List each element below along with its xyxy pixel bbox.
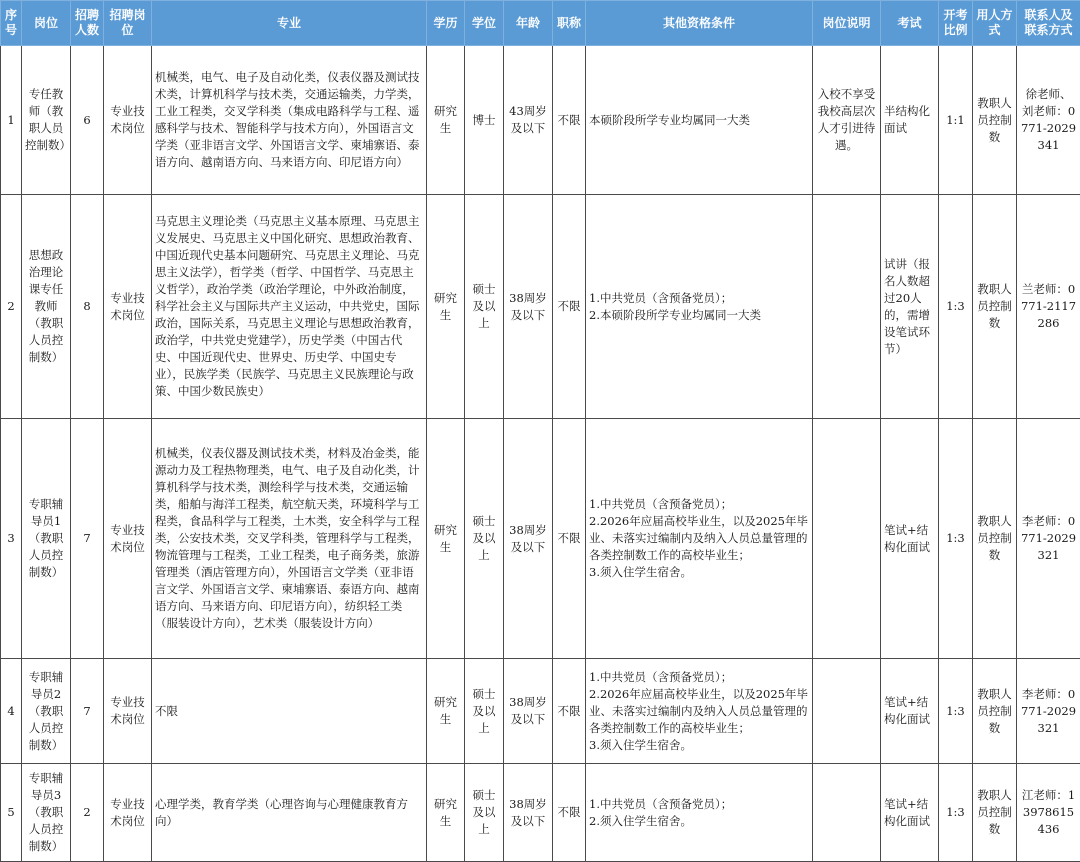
cell-employ: 教职人员控制数 — [973, 195, 1017, 419]
cell-ratio: 1:3 — [939, 195, 973, 419]
header-degree: 学位 — [465, 1, 504, 46]
cell-contact: 兰老师：0771-2117286 — [1017, 195, 1080, 419]
cell-category: 专业技术岗位 — [104, 195, 152, 419]
cell-education: 研究生 — [427, 46, 465, 195]
cell-post: 思想政治理论课专任教师（教职人员控制数） — [22, 195, 71, 419]
table-row — [1, 659, 1080, 764]
cell-education: 研究生 — [427, 419, 465, 659]
cell-desc — [813, 659, 881, 764]
header-education: 学历 — [427, 1, 465, 46]
cell-degree: 硕士及以上 — [465, 659, 504, 764]
cell-count: 7 — [71, 659, 104, 764]
cell-category: 专业技术岗位 — [104, 659, 152, 764]
cell-seq: 4 — [1, 659, 22, 764]
cell-employ: 教职人员控制数 — [973, 46, 1017, 195]
cell-post: 专职辅导员3（教职人员控制数） — [22, 764, 71, 862]
cell-ratio: 1:3 — [939, 419, 973, 659]
cell-other: 本硕阶段所学专业均属同一大类 — [586, 46, 813, 195]
cell-major: 不限 — [152, 659, 427, 764]
cell-title: 不限 — [553, 764, 586, 862]
cell-age: 38周岁及以下 — [504, 659, 553, 764]
cell-major: 机械类，电气、电子及自动化类，仪表仪器及测试技术类，计算机科学与技术类，交通运输类，力学类，工业工程类，交叉学科类（集成电路科学与工程、遥感科学与技术、智能科学与技术方向），外国语言文学类（亚非语言文学、外国语言文学、柬埔寨语、泰语方向、越南语方向、马来语方向、印尼语方向） — [152, 46, 427, 195]
table-row — [1, 195, 1080, 419]
cell-title: 不限 — [553, 659, 586, 764]
header-exam: 考试 — [881, 1, 939, 46]
cell-other: 1.中共党员（含预备党员）； 2.须入住学生宿舍。 — [586, 764, 813, 862]
header-post: 岗位 — [22, 1, 71, 46]
cell-age: 38周岁及以下 — [504, 764, 553, 862]
cell-ratio: 1:1 — [939, 46, 973, 195]
cell-ratio: 1:3 — [939, 659, 973, 764]
cell-education: 研究生 — [427, 659, 465, 764]
cell-desc: 入校不享受我校高层次人才引进待遇。 — [813, 46, 881, 195]
cell-employ: 教职人员控制数 — [973, 659, 1017, 764]
cell-contact: 徐老师、刘老师：0771-2029341 — [1017, 46, 1080, 195]
cell-category: 专业技术岗位 — [104, 764, 152, 862]
cell-category: 专业技术岗位 — [104, 419, 152, 659]
header-row — [1, 1, 1080, 46]
cell-desc — [813, 764, 881, 862]
cell-seq: 3 — [1, 419, 22, 659]
header-other: 其他资格条件 — [586, 1, 813, 46]
cell-contact: 李老师：0771-2029321 — [1017, 419, 1080, 659]
cell-exam: 笔试+结构化面试 — [881, 659, 939, 764]
table-row — [1, 46, 1080, 195]
cell-exam: 半结构化面试 — [881, 46, 939, 195]
table-row — [1, 764, 1080, 862]
cell-exam: 笔试+结构化面试 — [881, 764, 939, 862]
cell-count: 7 — [71, 419, 104, 659]
header-ratio: 开考比例 — [939, 1, 973, 46]
cell-employ: 教职人员控制数 — [973, 764, 1017, 862]
table-row — [1, 419, 1080, 659]
cell-count: 8 — [71, 195, 104, 419]
cell-desc — [813, 195, 881, 419]
cell-seq: 2 — [1, 195, 22, 419]
header-desc: 岗位说明 — [813, 1, 881, 46]
header-category: 招聘岗位 — [104, 1, 152, 46]
cell-contact: 江老师：13978615436 — [1017, 764, 1080, 862]
cell-age: 43周岁及以下 — [504, 46, 553, 195]
cell-degree: 博士 — [465, 46, 504, 195]
cell-other: 1.中共党员（含预备党员）； 2.2026年应届高校毕业生，以及2025年毕业、未落实过编制内及纳入人员总量管理的各类控制数工作的高校毕业生； 3.须入住学生宿舍。 — [586, 659, 813, 764]
cell-seq: 5 — [1, 764, 22, 862]
cell-title: 不限 — [553, 195, 586, 419]
header-contact: 联系人及联系方式 — [1017, 1, 1080, 46]
cell-major: 心理学类，教育学类（心理咨询与心理健康教育方向） — [152, 764, 427, 862]
cell-post: 专职辅导员1（教职人员控制数） — [22, 419, 71, 659]
cell-major: 马克思主义理论类（马克思主义基本原理、马克思主义发展史、马克思主义中国化研究、思想政治教育、中国近现代史基本问题研究、马克思主义理论、马克思主义法学），哲学类（哲学、中国哲学、马克思主义哲学），政治学类（政治学理论，中外政治制度，科学社会主义与国际共产主义运动，中共党史，国际政治，国际关系，马克思主义理论与思想政治教育，政治学，中共党史党建学），历史学类（中国古代史、中国近现代史、世界史、历史学、中国史专业），民族学类（民族学、马克思主义民族理论与政策、中国少数民族史） — [152, 195, 427, 419]
cell-other: 1.中共党员（含预备党员）； 2.2026年应届高校毕业生，以及2025年毕业、未落实过编制内及纳入人员总量管理的各类控制数工作的高校毕业生； 3.须入住学生宿舍。 — [586, 419, 813, 659]
cell-contact: 李老师：0771-2029321 — [1017, 659, 1080, 764]
cell-title: 不限 — [553, 46, 586, 195]
cell-age: 38周岁及以下 — [504, 195, 553, 419]
header-title: 职称 — [553, 1, 586, 46]
cell-exam: 试讲（报名人数超过20人的，需增设笔试环节） — [881, 195, 939, 419]
header-age: 年龄 — [504, 1, 553, 46]
cell-education: 研究生 — [427, 764, 465, 862]
cell-category: 专业技术岗位 — [104, 46, 152, 195]
cell-count: 6 — [71, 46, 104, 195]
header-count: 招聘人数 — [71, 1, 104, 46]
cell-exam: 笔试+结构化面试 — [881, 419, 939, 659]
cell-desc — [813, 419, 881, 659]
cell-post: 专职辅导员2（教职人员控制数） — [22, 659, 71, 764]
cell-other: 1.中共党员（含预备党员）； 2.本硕阶段所学专业均属同一大类 — [586, 195, 813, 419]
cell-age: 38周岁及以下 — [504, 419, 553, 659]
cell-major: 机械类，仪表仪器及测试技术类，材料及冶金类，能源动力及工程热物理类，电气、电子及自动化类，计算机科学与技术类，测绘科学与技术类，交通运输类，船舶与海洋工程类，航空航天类，环境科学与工程类，食品科学与工程类，土木类，安全科学与工程类，公安技术类，交叉学科类，管理科学与工程类，物流管理与工程类，工业工程类，电子商务类，旅游管理类（酒店管理方向），外国语言文学类（亚非语言文学、外国语言文学、柬埔寨语、泰语方向、越南语方向、马来语方向、印尼语方向），纺织轻工类（服装设计方向），艺术类（服装设计方向） — [152, 419, 427, 659]
cell-employ: 教职人员控制数 — [973, 419, 1017, 659]
header-major: 专业 — [152, 1, 427, 46]
cell-seq: 1 — [1, 46, 22, 195]
cell-ratio: 1:3 — [939, 764, 973, 862]
header-employ: 用人方式 — [973, 1, 1017, 46]
cell-degree: 硕士及以上 — [465, 764, 504, 862]
cell-post: 专任教师（教职人员控制数） — [22, 46, 71, 195]
cell-degree: 硕士及以上 — [465, 419, 504, 659]
cell-count: 2 — [71, 764, 104, 862]
header-seq: 序号 — [1, 1, 22, 46]
cell-title: 不限 — [553, 419, 586, 659]
cell-degree: 硕士及以上 — [465, 195, 504, 419]
cell-education: 研究生 — [427, 195, 465, 419]
